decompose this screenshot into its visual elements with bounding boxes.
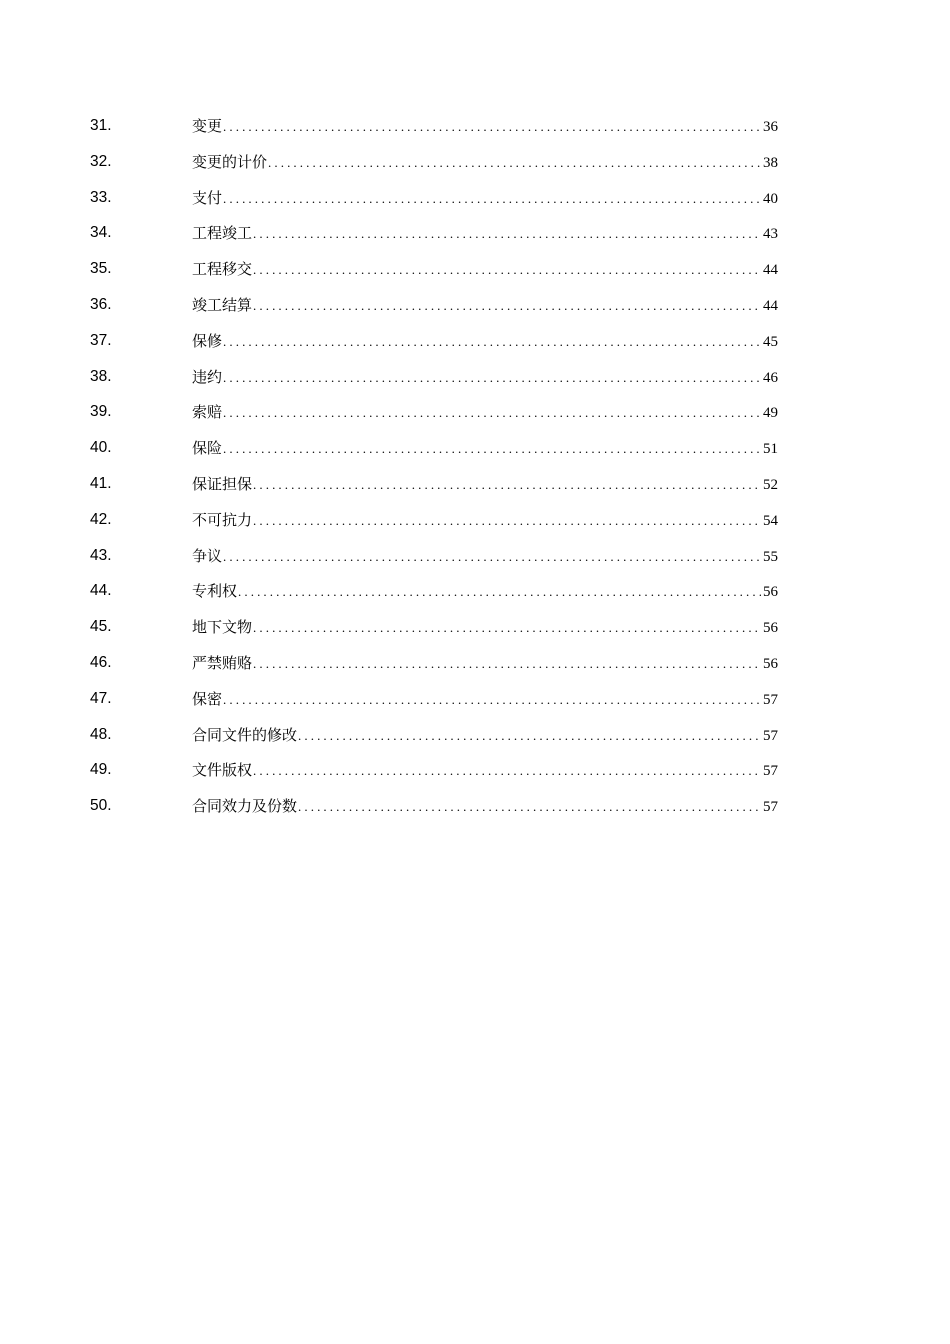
toc-dot-leader bbox=[223, 189, 761, 209]
toc-entry-title[interactable]: 违约 bbox=[192, 367, 223, 386]
toc-entry-line bbox=[192, 188, 778, 208]
toc-entry[interactable] bbox=[0, 538, 950, 574]
toc-entry-number: 34. bbox=[90, 224, 112, 242]
toc-entry[interactable] bbox=[0, 717, 950, 753]
toc-entry-number: 47. bbox=[90, 689, 112, 707]
toc-entry[interactable] bbox=[0, 573, 950, 609]
toc-entry-line bbox=[192, 402, 778, 422]
toc-entry-number: 39. bbox=[90, 403, 112, 421]
toc-entry-number: 33. bbox=[90, 188, 112, 206]
toc-entry-page: 57 bbox=[763, 727, 778, 744]
toc-entry-page: 56 bbox=[763, 620, 778, 637]
toc-entry-line bbox=[192, 259, 778, 279]
toc-entry[interactable] bbox=[0, 108, 950, 144]
toc-entry-line bbox=[192, 760, 778, 780]
toc-entry[interactable] bbox=[0, 466, 950, 502]
toc-dot-leader bbox=[298, 797, 761, 817]
toc-entry-number: 41. bbox=[90, 474, 112, 492]
toc-entry-title[interactable]: 严禁贿赂 bbox=[192, 653, 253, 672]
toc-entry-page: 54 bbox=[763, 512, 778, 529]
toc-entry-page: 51 bbox=[763, 441, 778, 458]
toc-entry-number: 38. bbox=[90, 367, 112, 385]
toc-entry-title[interactable]: 文件版权 bbox=[192, 761, 253, 780]
toc-entry-title[interactable]: 合同效力及份数 bbox=[192, 797, 298, 816]
toc-dot-leader bbox=[238, 582, 761, 602]
toc-entry-line bbox=[192, 152, 778, 172]
toc-entry[interactable] bbox=[0, 502, 950, 538]
toc-entry[interactable] bbox=[0, 215, 950, 251]
toc-entry[interactable] bbox=[0, 287, 950, 323]
toc-entry-number: 35. bbox=[90, 260, 112, 278]
toc-entry-line bbox=[192, 223, 778, 243]
toc-entry-title[interactable]: 不可抗力 bbox=[192, 510, 253, 529]
toc-entry-page: 46 bbox=[763, 369, 778, 386]
toc-entry[interactable] bbox=[0, 180, 950, 216]
toc-dot-leader bbox=[223, 117, 761, 137]
toc-dot-leader bbox=[253, 761, 761, 781]
toc-entry-page: 40 bbox=[763, 190, 778, 207]
toc-entry-line bbox=[192, 295, 778, 315]
toc-dot-leader bbox=[268, 153, 761, 173]
toc-entry-title[interactable]: 保险 bbox=[192, 439, 223, 458]
toc-entry-title[interactable]: 支付 bbox=[192, 188, 223, 207]
toc-dot-leader bbox=[253, 654, 761, 674]
toc-entry-number: 45. bbox=[90, 618, 112, 636]
toc-entry-number: 40. bbox=[90, 439, 112, 457]
toc-entry-title[interactable]: 索赔 bbox=[192, 403, 223, 422]
toc-dot-leader bbox=[223, 368, 761, 388]
toc-dot-leader bbox=[298, 726, 761, 746]
toc-entry-line bbox=[192, 617, 778, 637]
toc-entry-number: 37. bbox=[90, 331, 112, 349]
toc-entry-page: 44 bbox=[763, 297, 778, 314]
toc-entry-line bbox=[192, 331, 778, 351]
toc-entry-line bbox=[192, 689, 778, 709]
toc-entry-title[interactable]: 变更 bbox=[192, 117, 223, 135]
toc-entry-title[interactable]: 争议 bbox=[192, 546, 223, 565]
toc-dot-leader bbox=[253, 296, 761, 316]
toc-entry-title[interactable]: 工程移交 bbox=[192, 260, 253, 279]
toc-dot-leader bbox=[223, 403, 761, 423]
toc-entry[interactable] bbox=[0, 645, 950, 681]
toc-entry[interactable] bbox=[0, 394, 950, 430]
toc-entry-page: 57 bbox=[763, 691, 778, 708]
toc-dot-leader bbox=[253, 511, 761, 531]
toc-entry[interactable] bbox=[0, 681, 950, 717]
toc-entry-title[interactable]: 竣工结算 bbox=[192, 295, 253, 314]
toc-entry-line bbox=[192, 725, 778, 745]
toc-entry-number: 44. bbox=[90, 582, 112, 600]
toc-entry-page: 36 bbox=[763, 119, 778, 135]
toc-entry-line bbox=[192, 653, 778, 673]
toc-dot-leader bbox=[253, 475, 761, 495]
toc-entry-number: 48. bbox=[90, 725, 112, 743]
toc-entry-line bbox=[192, 546, 778, 566]
toc-entry-title[interactable]: 变更的计价 bbox=[192, 152, 268, 171]
toc-entry-number: 31. bbox=[90, 117, 112, 134]
toc-entry-title[interactable]: 地下文物 bbox=[192, 618, 253, 637]
toc-entry-line bbox=[192, 510, 778, 530]
toc-entry-page: 55 bbox=[763, 548, 778, 565]
toc-entry-line bbox=[192, 367, 778, 387]
toc-dot-leader bbox=[223, 439, 761, 459]
toc-entry-page: 56 bbox=[763, 655, 778, 672]
toc-entry-number: 42. bbox=[90, 510, 112, 528]
toc-entry-page: 44 bbox=[763, 262, 778, 279]
toc-entry-page: 43 bbox=[763, 226, 778, 243]
toc-entry-number: 49. bbox=[90, 761, 112, 779]
toc-entry[interactable] bbox=[0, 609, 950, 645]
toc-entry[interactable] bbox=[0, 430, 950, 466]
toc-entry-page: 38 bbox=[763, 154, 778, 171]
toc-dot-leader bbox=[253, 260, 761, 280]
toc-dot-leader bbox=[253, 618, 761, 638]
toc-entry-line bbox=[192, 796, 778, 816]
toc-entry-title[interactable]: 工程竣工 bbox=[192, 224, 253, 243]
toc-entry-line bbox=[192, 116, 778, 136]
toc-entry-line bbox=[192, 474, 778, 494]
toc-entry-title[interactable]: 保修 bbox=[192, 331, 223, 350]
toc-entry-page: 52 bbox=[763, 476, 778, 493]
toc-entry[interactable] bbox=[0, 251, 950, 287]
toc-dot-leader bbox=[223, 547, 761, 567]
table-of-contents bbox=[0, 108, 950, 824]
toc-entry-page: 56 bbox=[763, 584, 778, 601]
toc-entry-title[interactable]: 专利权 bbox=[192, 582, 238, 601]
toc-entry-page: 45 bbox=[763, 333, 778, 350]
toc-dot-leader bbox=[253, 224, 761, 244]
toc-entry[interactable] bbox=[0, 359, 950, 395]
toc-entry-title[interactable]: 保证担保 bbox=[192, 474, 253, 493]
toc-entry-number: 50. bbox=[90, 797, 112, 815]
toc-entry-number: 43. bbox=[90, 546, 112, 564]
toc-entry-page: 49 bbox=[763, 405, 778, 422]
toc-entry-page: 57 bbox=[763, 763, 778, 780]
toc-dot-leader bbox=[223, 332, 761, 352]
toc-entry-number: 36. bbox=[90, 295, 112, 313]
toc-entry[interactable] bbox=[0, 144, 950, 180]
toc-entry[interactable] bbox=[0, 323, 950, 359]
toc-entry-number: 32. bbox=[90, 152, 112, 170]
toc-entry-line bbox=[192, 438, 778, 458]
toc-entry-title[interactable]: 保密 bbox=[192, 689, 223, 708]
toc-entry-line bbox=[192, 581, 778, 601]
toc-dot-leader bbox=[223, 690, 761, 710]
toc-entry-page: 57 bbox=[763, 799, 778, 816]
toc-entry[interactable] bbox=[0, 788, 950, 824]
toc-entry[interactable] bbox=[0, 752, 950, 788]
toc-entry-number: 46. bbox=[90, 653, 112, 671]
toc-entry-title[interactable]: 合同文件的修改 bbox=[192, 725, 298, 744]
